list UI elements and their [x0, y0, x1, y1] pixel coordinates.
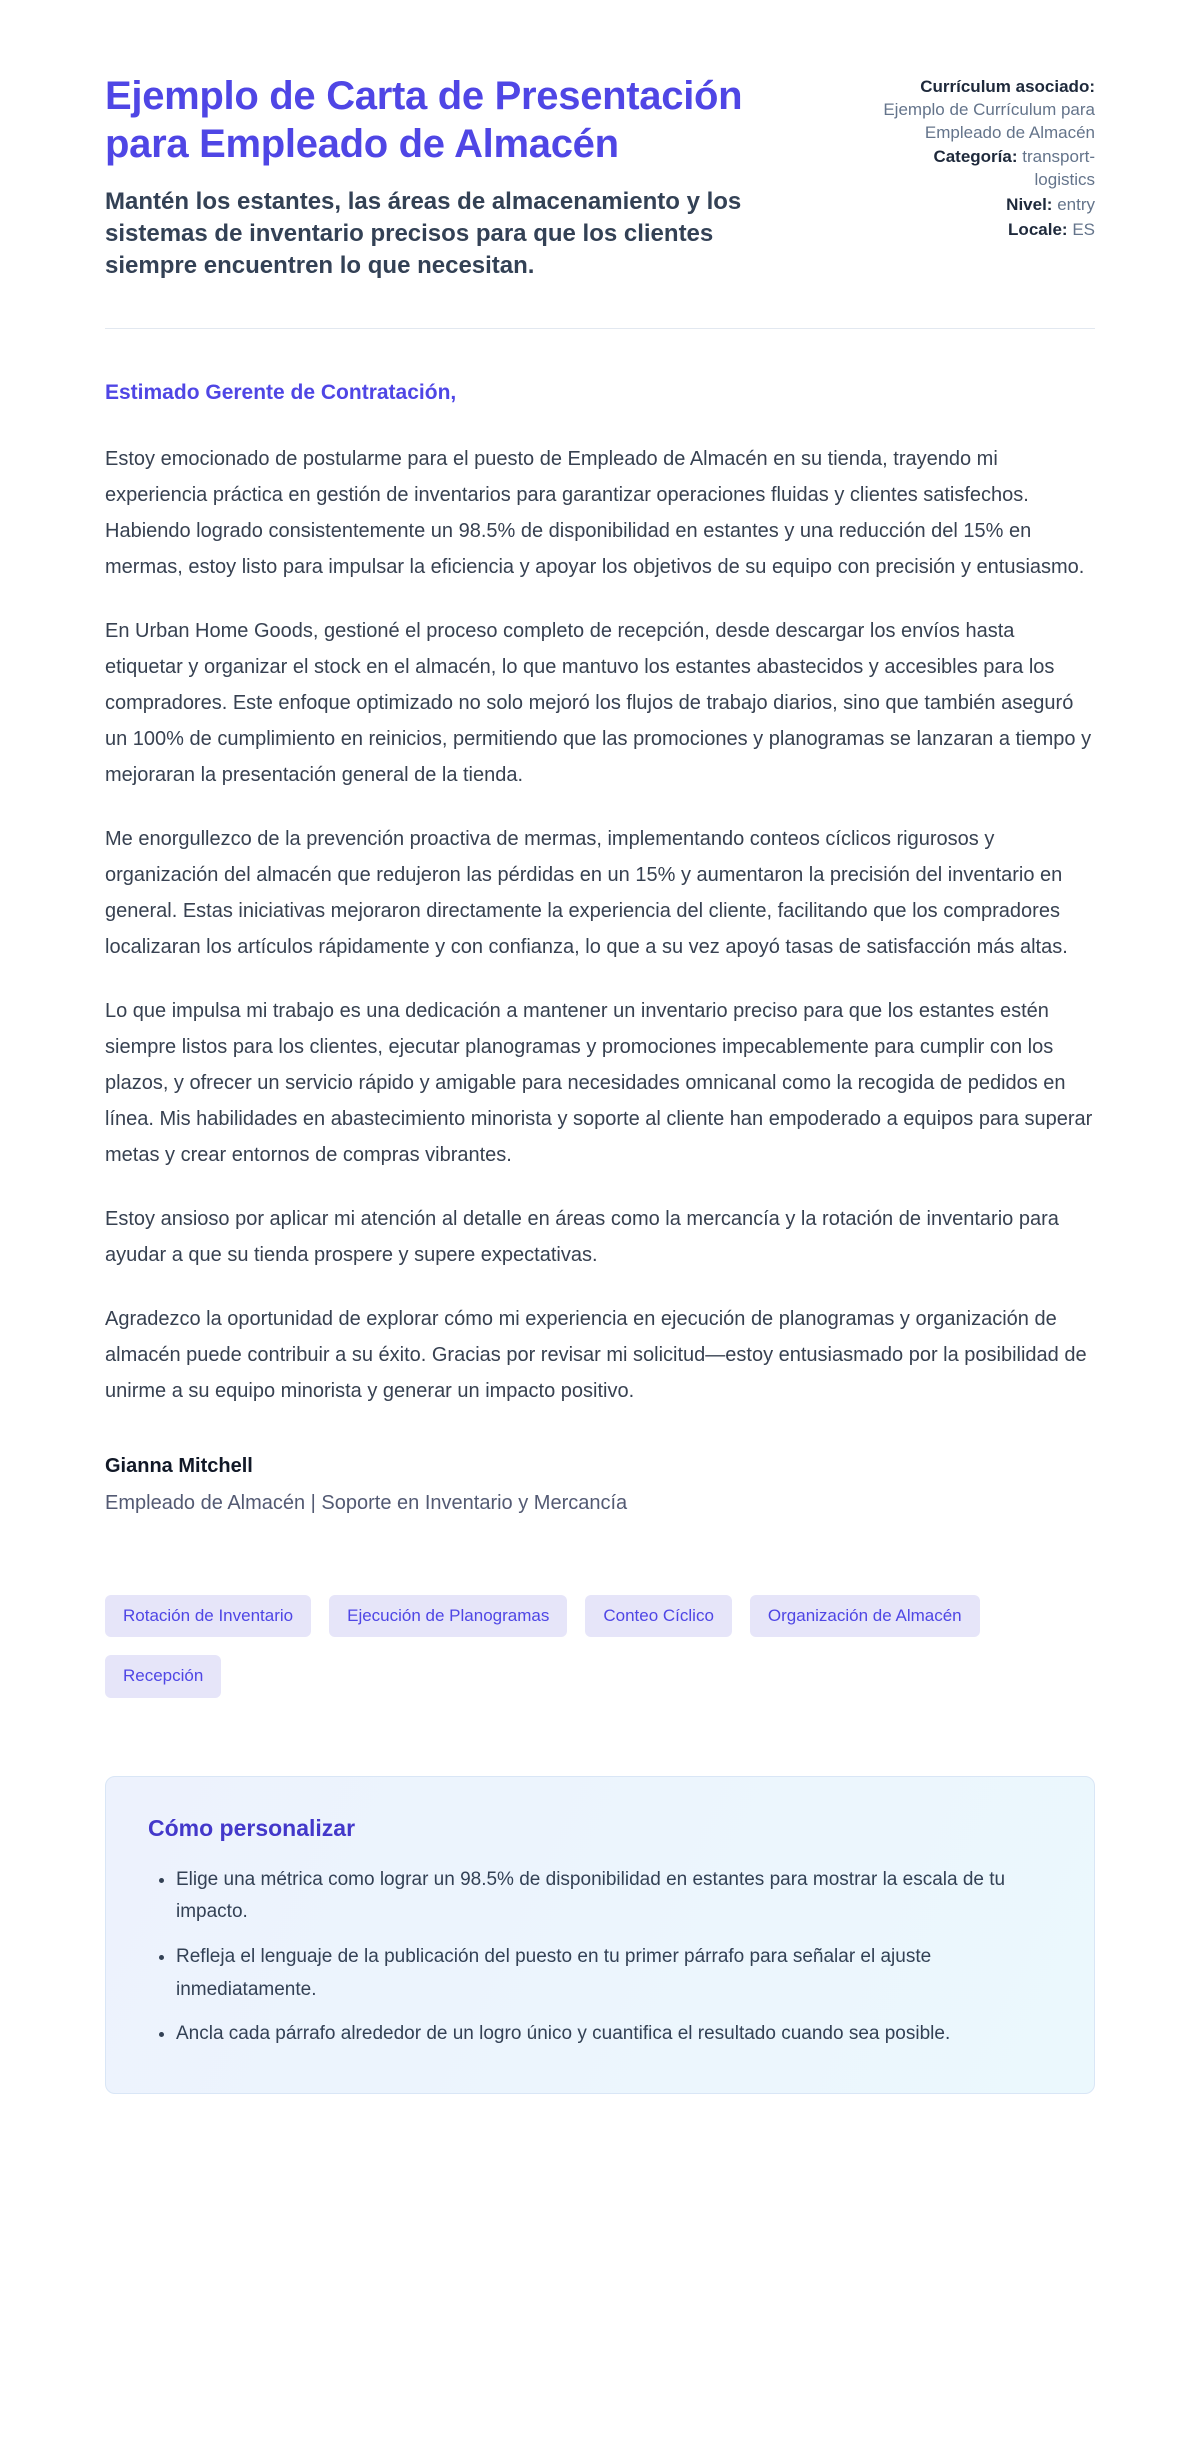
customize-tip: • Elige una métrica como lograr un 98.5% de disponibilidad en estantes para mostrar la escala de tu impacto.	[176, 1864, 1052, 1929]
header-divider	[105, 328, 1095, 329]
meta-category-label: Categoría:	[933, 147, 1018, 167]
meta-locale-label: Locale:	[1008, 219, 1068, 239]
signature-name: Gianna Mitchell	[105, 1454, 253, 1477]
letter-paragraph: Me enorgullezco de la prevención proactiva de mermas, implementando conteos cíclicos rigurosos y organización del almacén que redujeron las pérdidas en un 15% y aumentaron la precisión del inventario en general. Estas iniciativas mejoraron directamente la experiencia del cliente, facilitando que los compradores localizaran los artículos rápidamente y con confianza, lo que a su vez apoyó tasas de satisfacción más altas.	[105, 827, 1068, 958]
meta-resume-label: Currículum asociado:	[920, 77, 1095, 96]
meta-locale	[875, 219, 1095, 242]
meta-category-value: transport-logistics	[1022, 147, 1095, 190]
letter-paragraph: Estoy ansioso por aplicar mi atención al detalle en áreas como la mercancía y la rotación de inventario para ayudar a que su tienda prospere y supere expectativas.	[105, 1207, 1059, 1266]
skill-tag: Ejecución de Planogramas	[329, 1595, 567, 1637]
customize-box	[105, 1776, 1095, 2094]
meta-locale-value: ES	[1072, 219, 1095, 239]
letter-paragraph: Agradezco la oportunidad de explorar cómo mi experiencia en ejecución de planogramas y organización de almacén puede contribuir a su éxito. Gracias por revisar mi solicitud—estoy entusiasmado por la posibilidad de unirme a su equipo minorista y generar un impacto positivo.	[105, 1307, 1087, 1402]
meta-category	[875, 146, 1095, 192]
cover-letter-body	[105, 381, 1095, 1515]
signature-role: Empleado de Almacén | Soporte en Inventario y Mercancía	[105, 1491, 628, 1514]
meta-associated-resume	[875, 76, 1095, 144]
page-header	[105, 72, 1095, 282]
meta-level-value: entry	[1057, 194, 1095, 214]
page-subtitle: Mantén los estantes, las áreas de almacenamiento y los sistemas de inventario precisos para que los clientes siempre encuentren lo que necesitan.	[105, 188, 742, 279]
skill-tag: Organización de Almacén	[750, 1595, 980, 1637]
letter-paragraph: En Urban Home Goods, gestioné el proceso completo de recepción, desde descargar los envíos hasta etiquetar y organizar el stock en el almacén, lo que mantuvo los estantes abastecidos y accesibles para los compradores. Este enfoque optimizado no solo mejoró los flujos de trabajo diarios, sino que también aseguró un 100% de cumplimiento en reinicios, permitiendo que las promociones y planogramas se lanzaran a tiempo y mejoraran la presentación general de la tienda.	[105, 619, 1092, 786]
letter-paragraph: Lo que impulsa mi trabajo es una dedicación a mantener un inventario preciso para que los estantes estén siempre listos para los clientes, ejecutar planogramas y promociones impecablemente para cumplir con los plazos, y ofrecer un servicio rápido y amigable para necesidades omnicanal como la recogida de pedidos en línea. Mis habilidades en abastecimiento minorista y soporte al cliente han empoderado a equipos para superar metas y crear entornos de compras vibrantes.	[105, 999, 1093, 1166]
customize-tip-list	[148, 1864, 1052, 2051]
page-title: Ejemplo de Carta de Presentación para Empleado de Almacén	[105, 74, 743, 166]
skill-tag-list	[105, 1595, 1095, 1698]
letter-greeting: Estimado Gerente de Contratación,	[105, 380, 457, 404]
skill-tag: Conteo Cíclico	[585, 1595, 732, 1637]
customize-tip: • Refleja el lenguaje de la publicación del puesto en tu primer párrafo para señalar el ajuste inmediatamente.	[176, 1941, 1052, 2006]
letter-paragraph: Estoy emocionado de postularme para el puesto de Empleado de Almacén en su tienda, trayendo mi experiencia práctica en gestión de inventarios para garantizar operaciones fluidas y clientes satisfechos. Habiendo logrado consistentemente un 98.5% de disponibilidad en estantes y una reducción del 15% en mermas, estoy listo para impulsar la eficiencia y apoyar los objetivos de su equipo con precisión y entusiasmo.	[105, 447, 1085, 578]
meta-resume-value: Ejemplo de Currículum para Empleado de Almacén	[883, 99, 1095, 142]
customize-tip: • Ancla cada párrafo alrededor de un logro único y cuantifica el resultado cuando sea posible.	[176, 2018, 1052, 2051]
customize-title: Cómo personalizar	[148, 1814, 356, 1841]
header-title-block	[105, 72, 765, 282]
skill-tag: Rotación de Inventario	[105, 1595, 311, 1637]
meta-level	[875, 194, 1095, 217]
meta-panel	[875, 72, 1095, 282]
meta-level-label: Nivel:	[1006, 194, 1053, 214]
article-container	[105, 0, 1095, 2184]
skill-tag: Recepción	[105, 1655, 221, 1697]
